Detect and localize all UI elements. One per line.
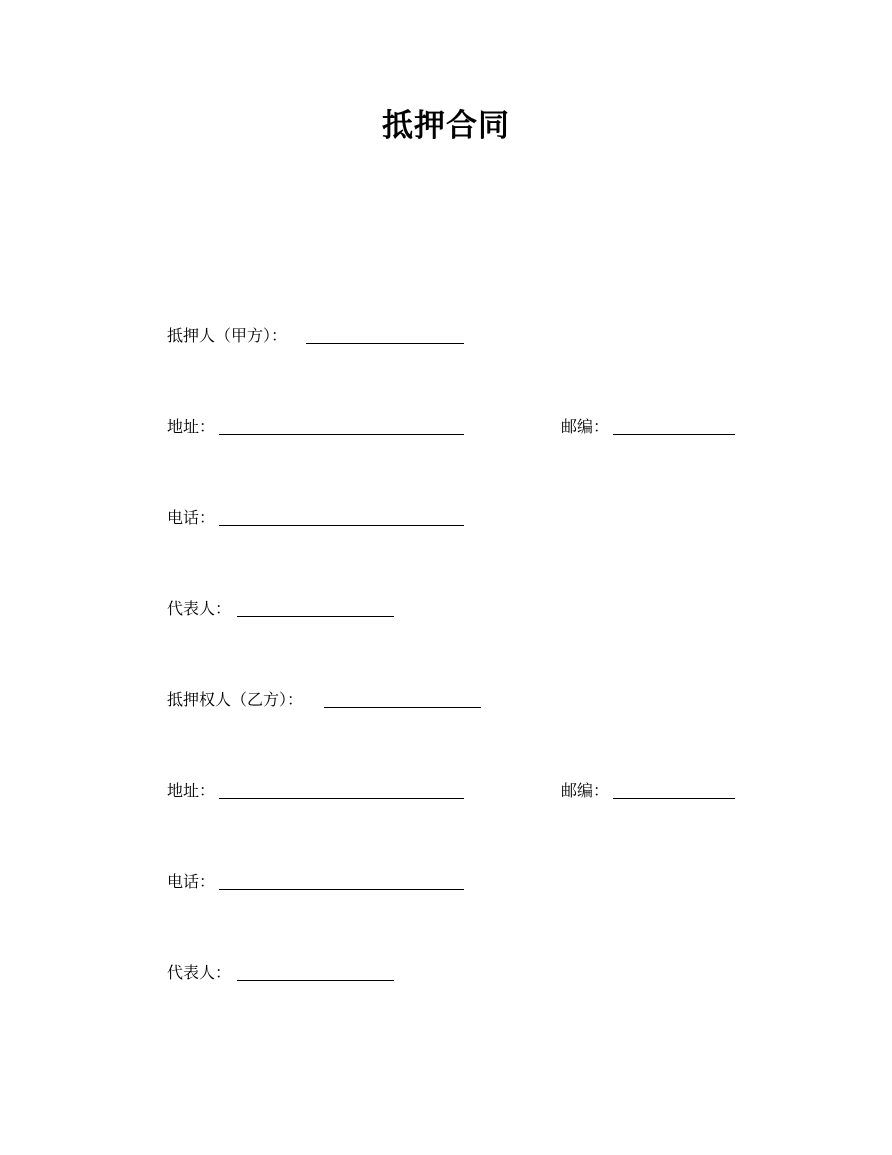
party-b-rep-field[interactable] [237, 980, 394, 981]
party-a-rep-label: 代表人： [167, 599, 232, 618]
party-b-address-field[interactable] [219, 798, 464, 799]
party-a-name-field[interactable] [306, 343, 464, 344]
party-a-phone-label: 电话： [167, 508, 216, 527]
party-a-address-field[interactable] [219, 434, 464, 435]
party-b-heading-label: 抵押权人（乙方）： [167, 690, 304, 709]
party-b-phone-field[interactable] [219, 889, 464, 890]
party-b-zip-field[interactable] [613, 798, 735, 799]
document-title: 抵押合同 [382, 108, 510, 144]
party-a-rep-field[interactable] [237, 616, 394, 617]
party-b-phone-label: 电话： [167, 872, 216, 891]
party-b-rep-label: 代表人： [167, 963, 232, 982]
party-a-phone-field[interactable] [219, 525, 464, 526]
party-a-address-label: 地址： [167, 417, 216, 436]
party-b-name-field[interactable] [324, 707, 481, 708]
party-b-address-label: 地址： [167, 781, 216, 800]
party-b-zip-label: 邮编： [561, 781, 610, 800]
party-a-zip-label: 邮编： [561, 417, 610, 436]
party-a-heading-label: 抵押人（甲方）： [167, 326, 288, 345]
party-a-zip-field[interactable] [613, 434, 735, 435]
